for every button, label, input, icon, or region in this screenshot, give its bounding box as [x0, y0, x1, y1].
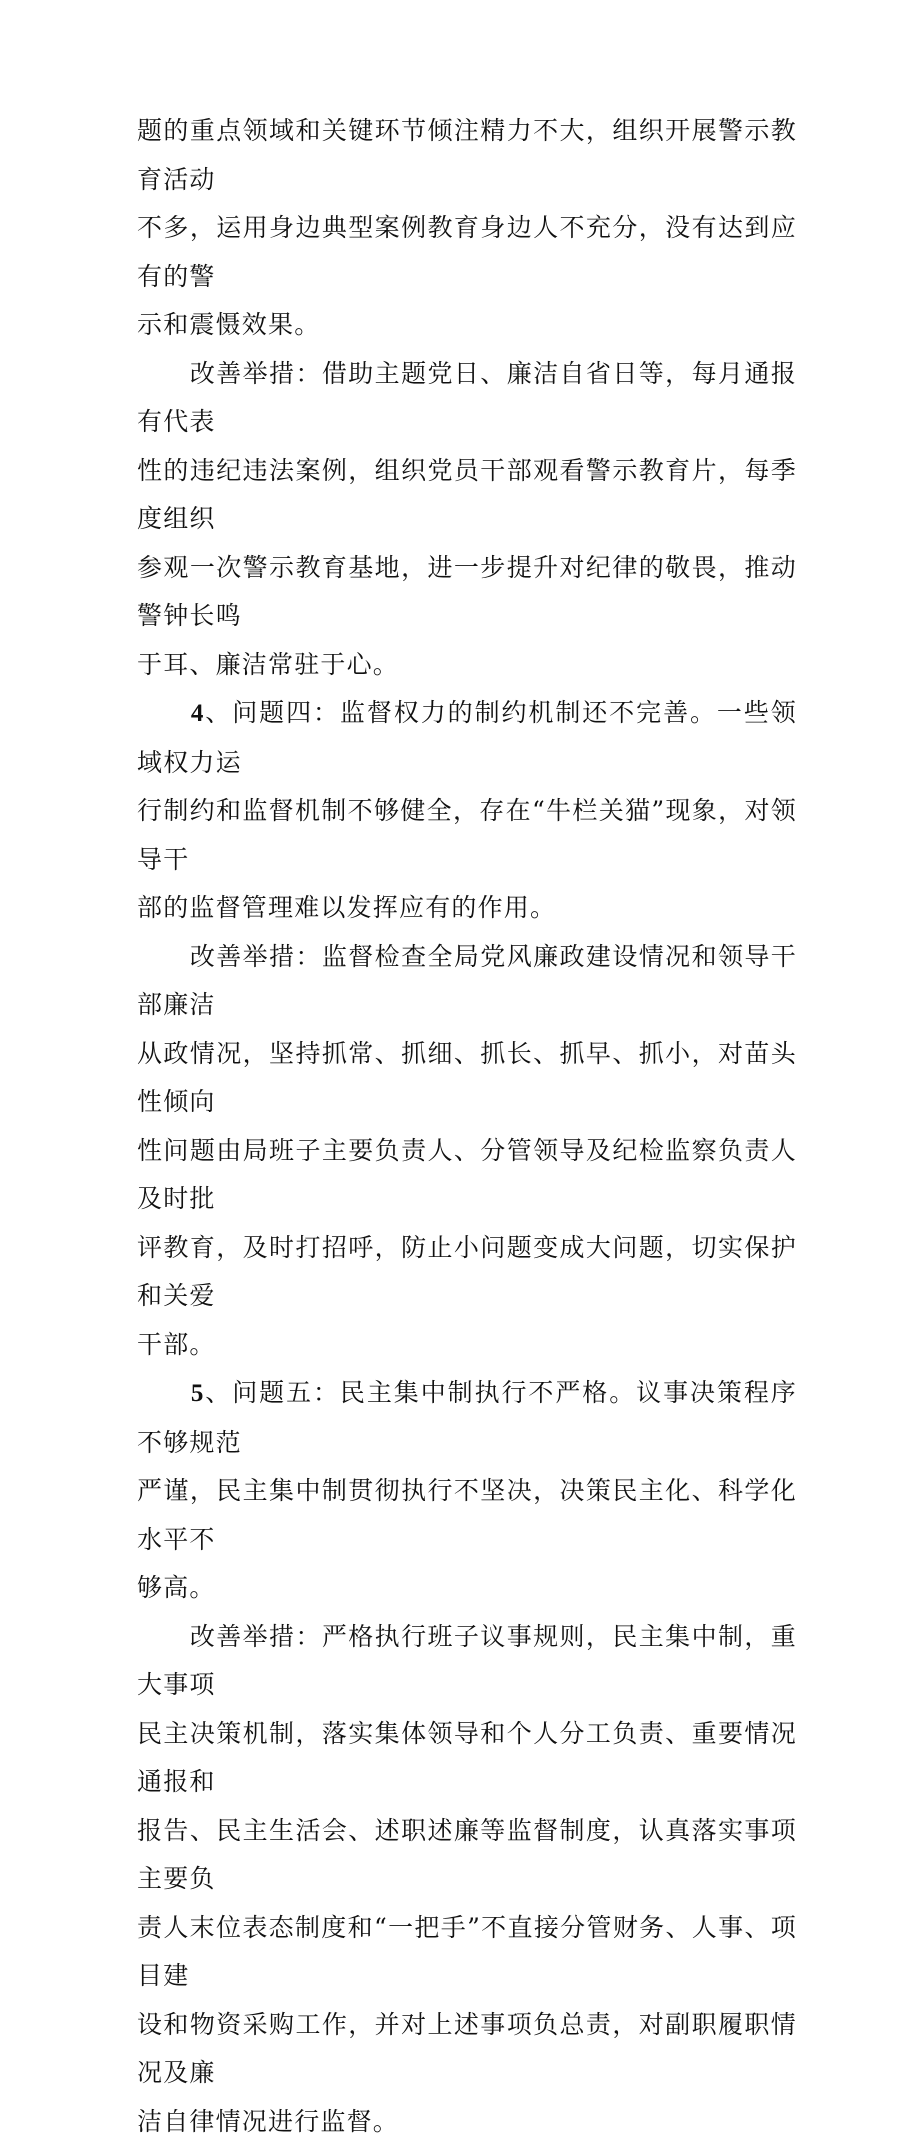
paragraph-text: 改善举措：严格执行班子议事规则，民主集中制，重大事项 民主决策机制，落实集体领导和个人分工负责、重要情况通报和 报告、民主生活会、述职述廉等监督制度，认真落实事项主要负 责人末位表态制度和“一把手”不直接分管财务、人事、项目建 设和物资采购工作，并对上述事项负总责，对副职履职情况及廉 洁自律情况进行监督。	[137, 1622, 797, 2136]
paragraph-problem-five	[137, 1369, 797, 1613]
document-body	[137, 107, 797, 2146]
paragraph-improvement-three	[137, 350, 797, 690]
paragraph-problem-three-continued	[137, 107, 797, 350]
paragraph-improvement-four	[137, 933, 797, 1370]
paragraph-text: 改善举措：借助主题党日、廉洁自省日等，每月通报有代表 性的违纪违法案例，组织党员干部观看警示教育片，每季度组织 参观一次警示教育基地，进一步提升对纪律的敬畏，推动警钟长鸣 于耳、廉洁常驻于心。	[137, 359, 797, 679]
paragraph-text: 改善举措：监督检查全局党风廉政建设情况和领导干部廉洁 从政情况，坚持抓常、抓细、抓长、抓早、抓小，对苗头性倾向 性问题由局班子主要负责人、分管领导及纪检监察负责人及时批 评教育，及时打招呼，防止小问题变成大问题，切实保护和关爱 干部。	[137, 942, 797, 1359]
problem-number: 5	[191, 1380, 205, 1407]
paragraph-improvement-five	[137, 1613, 797, 2146]
problem-number: 4	[191, 700, 205, 727]
paragraph-text: 、问题五：民主集中制执行不严格。议事决策程序不够规范 严谨，民主集中制贯彻执行不坚决，决策民主化、科学化水平不 够高。	[137, 1378, 797, 1602]
paragraph-text: 题的重点领域和关键环节倾注精力不大，组织开展警示教育活动 不多，运用身边典型案例教育身边人不充分，没有达到应有的警 示和震慑效果。	[137, 116, 797, 339]
paragraph-problem-four	[137, 689, 797, 933]
paragraph-text: 、问题四：监督权力的制约机制还不完善。一些领域权力运 行制约和监督机制不够健全，存在“牛栏关猫”现象，对领导干 部的监督管理难以发挥应有的作用。	[137, 698, 797, 922]
